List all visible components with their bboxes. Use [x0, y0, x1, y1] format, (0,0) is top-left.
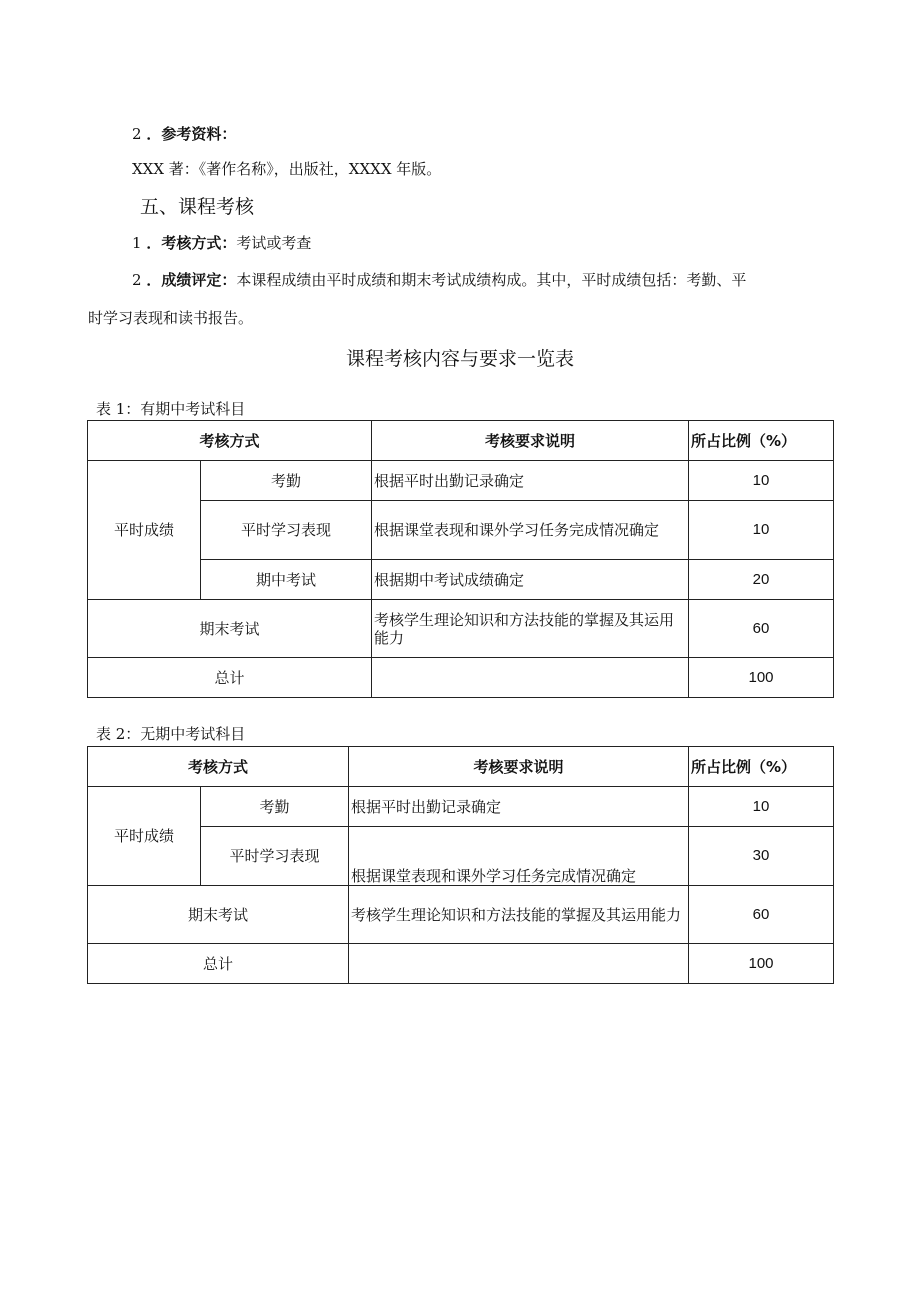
table1-final-desc: 考核学生理论知识和方法技能的掌握及其运用能力: [372, 600, 689, 658]
table2-group-label: 平时成绩: [88, 787, 201, 886]
table1-row1-method: 考勤: [201, 461, 372, 501]
table1-total-label: 总计: [88, 658, 372, 698]
reference-label: ．参考资料：: [146, 125, 237, 143]
table1-total-desc: [372, 658, 689, 698]
reference-text: XXX 著：《著作名称》，出版社，XXXX 年版。: [132, 160, 442, 178]
table2-total-label: 总计: [88, 944, 349, 984]
table-row: [88, 600, 834, 658]
table2-row1-desc: 根据平时出勤记录确定: [349, 787, 689, 827]
table1: [87, 420, 834, 698]
grading-text-line1: 本课程成绩由平时成绩和期末考试成绩构成。其中，平时成绩包括：考勤、平: [236, 271, 747, 289]
table2-final-desc: 考核学生理论知识和方法技能的掌握及其运用能力: [349, 886, 689, 944]
table1-row2-method: 平时学习表现: [201, 501, 372, 560]
table1-row2-pct: 10: [689, 501, 834, 560]
table2-total-desc: [349, 944, 689, 984]
table1-row1-desc: 根据平时出勤记录确定: [372, 461, 689, 501]
table-row: [88, 886, 834, 944]
table1-header-pct: 所占比例（%）: [689, 421, 834, 461]
grading-label: ．成绩评定：: [146, 271, 237, 289]
assessment-method-text: 考试或考查: [236, 234, 312, 252]
table2-row2-method: 平时学习表现: [201, 827, 349, 886]
table2-row2-desc: 根据课堂表现和课外学习任务完成情况确定: [349, 827, 689, 886]
table2-total-pct: 100: [689, 944, 834, 984]
table-row: [88, 944, 834, 984]
reference-number: 2: [132, 125, 142, 143]
assessment-method-number: 1: [132, 234, 142, 252]
table2-row1-method: 考勤: [201, 787, 349, 827]
table2-row1-pct: 10: [689, 787, 834, 827]
table1-row2-desc: 根据课堂表现和课外学习任务完成情况确定: [372, 501, 689, 560]
grading-item: [132, 270, 746, 290]
reference-heading: [132, 124, 236, 144]
grading-number: 2: [132, 271, 142, 289]
table2-final-method: 期末考试: [88, 886, 349, 944]
table-row: [88, 461, 834, 501]
table2-header-pct: 所占比例（%）: [689, 747, 834, 787]
table1-row3-pct: 20: [689, 560, 834, 600]
table1-header-method: 考核方式: [88, 421, 372, 461]
table1-row1-pct: 10: [689, 461, 834, 501]
section-heading: 五、课程考核: [140, 196, 255, 218]
table1-caption: 表 1：有期中考试科目: [96, 400, 246, 418]
table1-row3-desc: 根据期中考试成绩确定: [372, 560, 689, 600]
table1-header-desc: 考核要求说明: [372, 421, 689, 461]
grading-text-line2: 时学习表现和读书报告。: [88, 309, 254, 327]
table-row: [88, 787, 834, 827]
table-row: [88, 658, 834, 698]
table2: [87, 746, 834, 984]
assessment-method-label: ．考核方式：: [146, 234, 237, 252]
page-title: 课程考核内容与要求一览表: [345, 348, 574, 370]
assessment-method-item: [132, 233, 311, 253]
table1-final-method: 期末考试: [88, 600, 372, 658]
table2-row2-pct: 30: [689, 827, 834, 886]
table2-caption: 表 2：无期中考试科目: [96, 725, 246, 743]
table1-final-pct: 60: [689, 600, 834, 658]
table1-total-pct: 100: [689, 658, 834, 698]
table2-header-desc: 考核要求说明: [349, 747, 689, 787]
table2-header-method: 考核方式: [88, 747, 349, 787]
table1-group-label: 平时成绩: [88, 461, 201, 600]
table2-final-pct: 60: [689, 886, 834, 944]
table1-row3-method: 期中考试: [201, 560, 372, 600]
